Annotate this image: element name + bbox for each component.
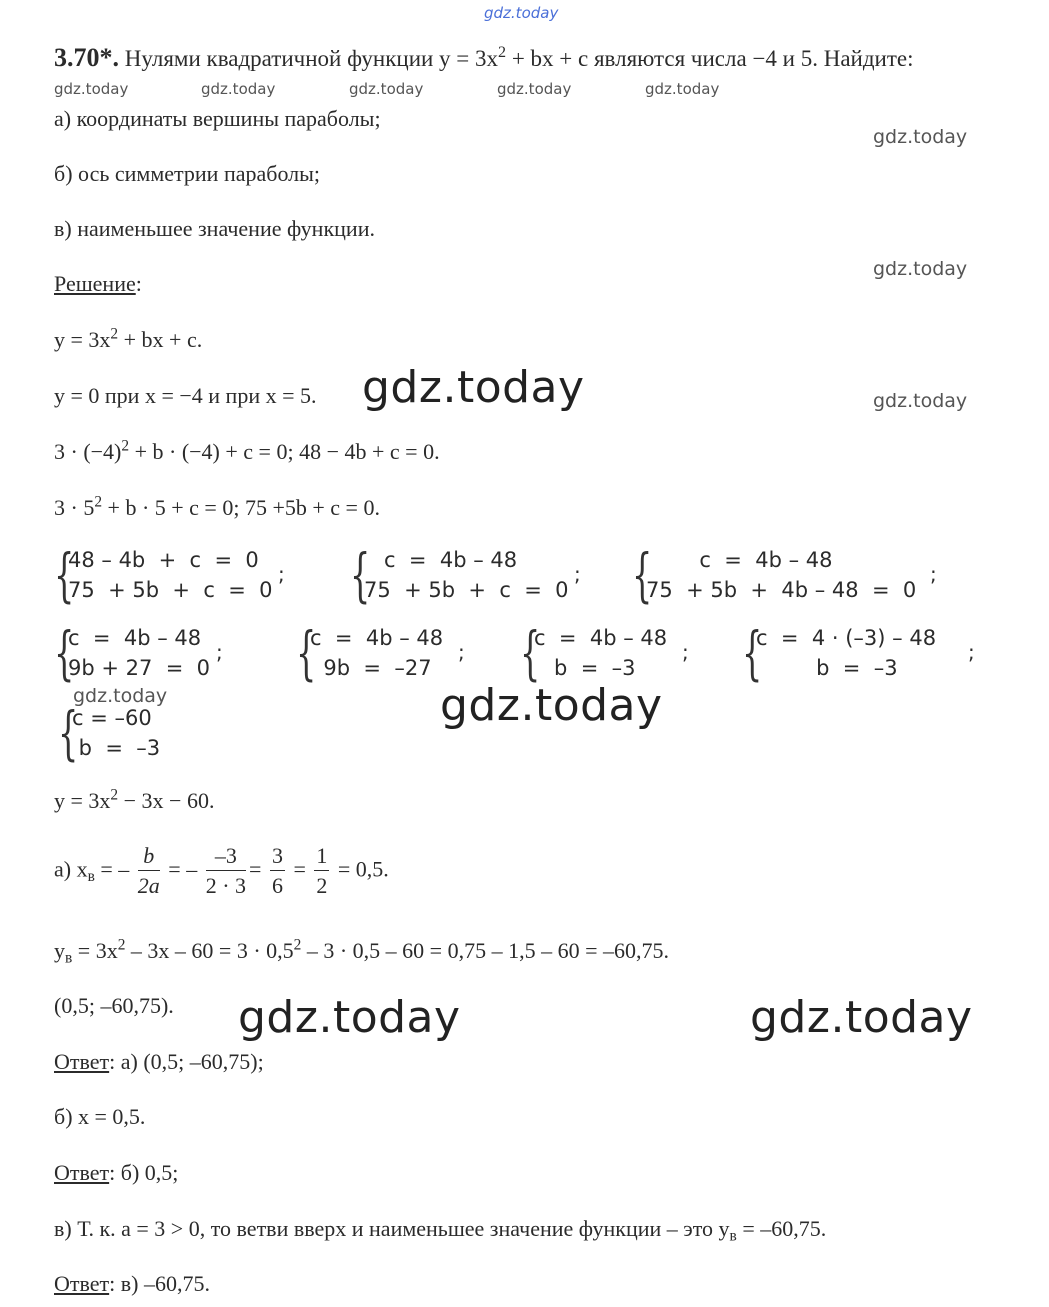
watermark-mid: gdz.today [73, 685, 168, 707]
problem-title [54, 44, 914, 73]
watermark-mid: gdz.today [873, 126, 968, 148]
solution-label: Решение: [54, 271, 142, 296]
fraction: $\frac{-3}{2 \cdot 3}$ [205, 843, 247, 898]
solution-line-3: $3 \cdot (-4)^2 + b \cdot (-4) + c = 0$; 48 − 4b + c = 0. [54, 437, 440, 464]
fraction: $\frac{b}{2a}$ [137, 843, 160, 898]
solution-line-4: $3 \cdot 5^2 + b \cdot 5 + c = 0$; 75 +5b + c = 0. [54, 493, 380, 520]
task-c: в) наименьшее значение функции. [54, 216, 375, 241]
watermark-big: gdz.today [750, 992, 973, 1043]
answer-a: Ответ: а) (0,5; –60,75); [54, 1049, 264, 1074]
watermark-mid: gdz.today [873, 390, 968, 412]
fraction: $\frac{3}{6}$ [271, 843, 283, 898]
watermark-small: gdz.today [201, 80, 276, 98]
solution-line-1: $y = 3x^2$ + bx + c. [54, 325, 203, 352]
vertex-y-formula: $y_в = 3x^2 - 3x - 60 = 3 \cdot 0,5^2 - 3 \cdot 0,5 - 60 = 0,75 - 1,5 - 60 = -60,75$. [54, 936, 669, 967]
vertex-point: (0,5; –60,75). [54, 993, 174, 1018]
problem-text-post: + bx + c являются числа −4 и 5. Найдите: [506, 46, 914, 71]
watermark-big: gdz.today [362, 362, 585, 413]
watermark-mid: gdz.today [873, 258, 968, 280]
problem-number: 3.70*. [54, 43, 119, 72]
fraction: $\frac{1}{2}$ [316, 843, 328, 898]
watermark-small: gdz.today [497, 80, 572, 98]
task-a: а) координаты вершины параболы; [54, 106, 381, 131]
task-b: б) ось симметрии параболы; [54, 161, 321, 186]
vertex-x-formula: а) $x_в$ = – $\frac{b}{2a}$ = – $\frac{-3}{2 \cdot 3}$ = $\frac{3}{6}$ = $\frac{1}{2}$ = 0,5. [54, 842, 389, 901]
watermark-small: gdz.today [54, 80, 129, 98]
watermark-big: gdz.today [238, 992, 461, 1043]
watermark-small: gdz.today [645, 80, 720, 98]
solution-line-2: y = 0 при x = −4 и при x = 5. [54, 383, 317, 408]
problem-exp: 2 [498, 44, 507, 62]
watermark-big: gdz.today [440, 680, 663, 731]
min-value-explanation: в) Т. к. a = 3 > 0, то ветви вверх и наименьшее значение функции – это $y_в = -60,75$. [54, 1216, 827, 1245]
problem-text-pre: Нулями квадратичной функции y = 3x [124, 46, 499, 71]
answer-b: Ответ: б) 0,5; [54, 1160, 179, 1185]
axis-symmetry: б) x = 0,5. [54, 1104, 146, 1129]
watermark-small: gdz.today [349, 80, 424, 98]
answer-c: Ответ: в) –60,75. [54, 1271, 210, 1296]
watermark-top: gdz.today [484, 4, 559, 22]
final-function: $y = 3x^2 - 3x - 60$. [54, 786, 215, 813]
